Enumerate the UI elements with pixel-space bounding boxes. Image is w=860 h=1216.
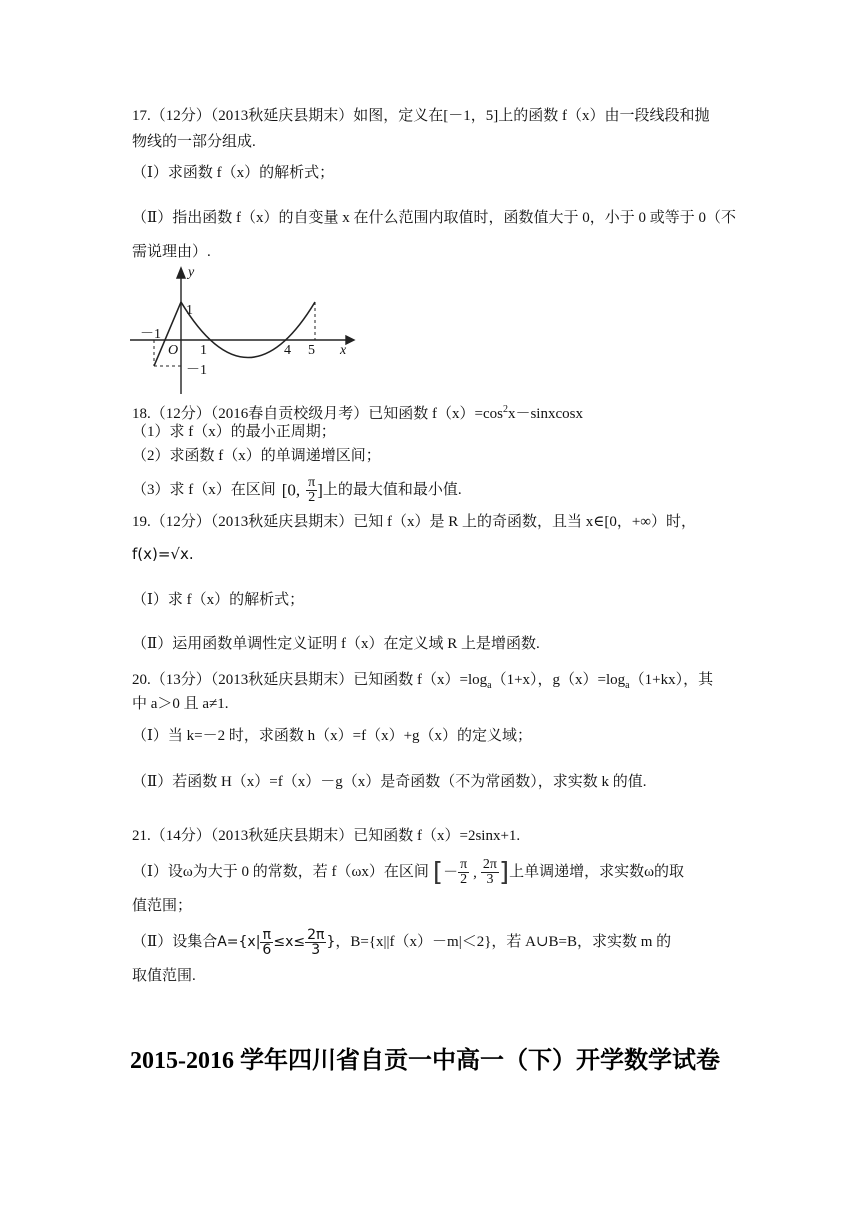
- q20-part2: （Ⅱ）若函数 H（x）=f（x）－g（x）是奇函数（不为常函数），求实数 k 的值.: [132, 774, 647, 790]
- q19-line1: 19.（12分）（2013秋延庆县期末）已知 f（x）是 R 上的奇函数，且当 x∈[0，+∞）时，: [132, 514, 697, 530]
- q19-part2: （Ⅱ）运用函数单调性定义证明 f（x）在定义域 R 上是增函数.: [132, 636, 540, 652]
- tick-label-1-y: 1: [186, 303, 193, 318]
- q17-function-graph: [128, 262, 364, 396]
- origin-label: O: [168, 343, 179, 358]
- q21-part1-line2: 值范围；: [132, 898, 193, 914]
- tick-label-5-x: 5: [308, 343, 315, 358]
- interval-0-pi-over-2: [0, $\frac{\pi}{2}$ ]: [281, 475, 323, 506]
- y-axis-label: y: [188, 265, 195, 280]
- q20-line1: 20.（13分）（2013秋延庆县期末）已知函数 $f(x)=\log_a(1+x)$，$g(x)=\log_a(1+kx)$，其: [132, 672, 714, 691]
- q17-part1: （Ⅰ）求函数 f（x）的解析式；: [132, 165, 335, 181]
- q21-part2: （Ⅱ）设集合A={x| $\frac{\pi}{6}$ ≤x≤ $\frac{2\pi}{3}$ }，B={x||f（x）－m|＜2}，若 A∪B=B，求实数 m 的: [132, 920, 671, 964]
- paper-title: 2015-2016 学年四川省自贡一中高一（下）开学数学试卷: [130, 1048, 720, 1074]
- tick-label-neg1-y: －1: [186, 363, 207, 378]
- set-a-formula: A={x| $\frac{\pi}{6}$ ≤x≤ $\frac{2\pi}{3}$ }: [217, 926, 336, 958]
- q17-line2: 物线的一部分组成.: [132, 134, 256, 150]
- tick-label-neg1-x: －1: [140, 327, 161, 342]
- q21-line1: 21.（14分）（2013秋延庆县期末）已知函数 f（x）=2sinx+1.: [132, 828, 521, 844]
- q18-line1: 18.（12分）（2016春自贡校级月考）已知函数 $f(x)=\cos^2x-sinxcosx$: [132, 404, 583, 422]
- q18-part3: （3）求 f（x）在区间 [0, $\frac{\pi}{2}$ ]上的最大值和最小值.: [132, 470, 462, 511]
- x-axis-label: x: [340, 343, 347, 358]
- q20-line2: 中 a＞0 且 a≠1.: [132, 696, 229, 712]
- x-axis-arrow: [346, 336, 354, 344]
- q20-part1: （Ⅰ）当 k=－2 时，求函数 h（x）=f（x）+g（x）的定义域；: [132, 728, 533, 744]
- interval-neg-pi-over-2-to-2pi-over-3: [－ $\frac{\pi}{2}$ , $\frac{2\pi}{3}$ ]: [432, 857, 510, 888]
- q19-part1: （Ⅰ）求 f（x）的解析式；: [132, 592, 305, 608]
- q17-part2-line2: 需说理由）.: [132, 244, 211, 260]
- q18-part2: （2）求函数 f（x）的单调递增区间；: [132, 448, 381, 464]
- tick-label-4-x: 4: [284, 343, 291, 358]
- q21-part2-line2: 取值范围.: [132, 968, 196, 984]
- q21-part1: （Ⅰ）设ω为大于 0 的常数，若 f（ωx）在区间 [－ $\frac{\pi}{2}$ , $\frac{2\pi}{3}$ ]上单调递增，求实数ω的取: [132, 850, 684, 895]
- q17-line1: 17.（12分）（2013秋延庆县期末）如图，定义在[－1，5]上的函数 f（x）由一段线段和抛: [132, 108, 710, 124]
- q18-part1: （1）求 f（x）的最小正周期；: [132, 424, 336, 440]
- q17-part2-line1: （Ⅱ）指出函数 f（x）的自变量 x 在什么范围内取值时，函数值大于 0，小于 0 或等于 0（不: [132, 210, 736, 226]
- tick-label-1-x: 1: [200, 343, 207, 358]
- q19-formula: f(x)=√x.: [132, 545, 194, 563]
- y-axis-arrow: [177, 268, 185, 278]
